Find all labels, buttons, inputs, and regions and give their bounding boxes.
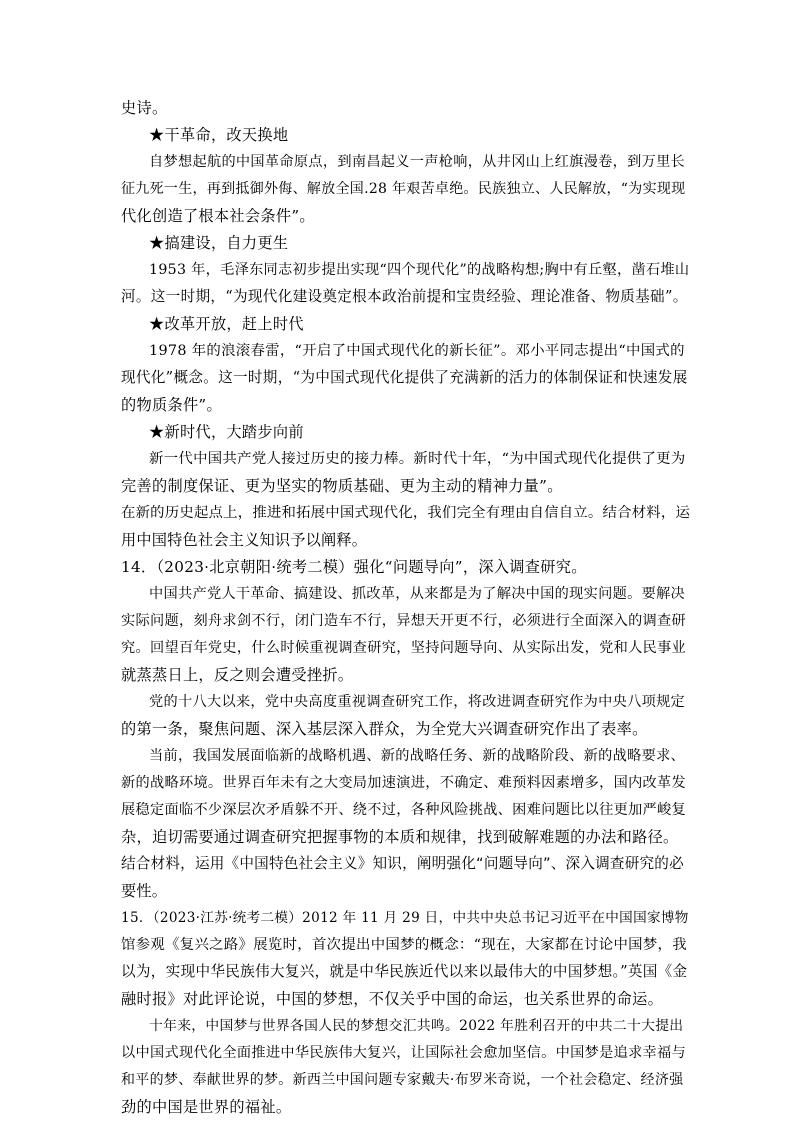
question-prompt: 要性。: [121, 882, 168, 900]
text-line: 中国共产党人干革命、搞建设、抓改革，从来都是为了解决中国的现实问题。要解决: [149, 586, 686, 602]
text-line: 究。回望百年党史，什么时候重视调查研究，坚持问题导向、从实际出发，党和人民事业: [121, 640, 687, 656]
question-15-header: 15．（2023·江苏·统考二模）2012 年 11 月 29 日，中共中央总书记习近平在中国国家博物: [121, 910, 689, 926]
text-line: 党的十八大以来，党中央高度重视调查研究工作，将改进调查研究作为中央八项规定: [149, 694, 686, 710]
text-line: 的第一条，聚焦问题、深入基层深入群众，为全党大兴调查研究作出了表率。: [121, 720, 648, 738]
text-line: 当前，我国发展面临新的战略机遇、新的战略任务、新的战略阶段、新的战略要求、: [149, 748, 686, 764]
text-line: 的物质条件”。: [121, 396, 222, 414]
text-line: 劲的中国是世界的福祉。: [121, 1098, 292, 1116]
text-line: 河。这一时期，“为现代化建设奠定根本政治前提和宝贵经验、理论准备、物质基础”。: [121, 288, 688, 305]
text-line: 十年来，中国梦与世界各国人民的梦想交汇共鸣。2022 年胜利召开的中共二十大提出: [149, 1018, 684, 1034]
question-prompt: 结合材料，运用《中国特色社会主义》知识，阐明强化“问题导向”、深入调查研究的必: [121, 855, 684, 872]
question-prompt: 在新的历史起点上，推进和拓展中国式现代化，我们完全有理由自信自立。结合材料，运: [121, 505, 691, 521]
text-line: 1978 年的浪滚春雷，“开启了中国式现代化的新长征”。邓小平同志提出“中国式的: [149, 343, 685, 359]
text-line: 史诗。: [121, 99, 168, 117]
text-line: 和平的梦、奉献世界的梦。新西兰中国问题专家戴夫·布罗米奇说，一个社会稳定、经济强: [121, 1072, 684, 1088]
text-line: 就蒸蒸日上，反之则会遭受挫折。: [121, 666, 354, 684]
text-line: 以中国式现代化全面推进中华民族伟大复兴，让国际社会愈加坚信。中国梦是追求幸福与: [121, 1045, 687, 1061]
text-line: 杂，迫切需要通过调查研究把握事物的本质和规律，找到破解难题的办法和路径。: [121, 828, 679, 846]
question-prompt: 用中国特色社会主义知识予以阐释。: [121, 531, 368, 549]
section-heading: ★改革开放，赶上时代: [149, 315, 304, 333]
section-heading: ★新时代，大踏步向前: [149, 423, 304, 441]
text-line: 征九死一生，再到抵御外侮、解放全国.28 年艰苦卓绝。民族独立、人民解放，“为实现现: [121, 181, 686, 197]
text-line: 完善的制度保证、更为坚实的物质基础、更为主动的精神力量”。: [121, 477, 563, 495]
text-line: 馆参观《复兴之路》展览时，首次提出中国梦的概念：“现在，大家都在讨论中国梦，我: [121, 937, 687, 953]
section-heading: ★搞建设，自力更生: [149, 234, 289, 252]
text-line: 新的战略环境。世界百年未有之大变局加速演进，不确定、难预料因素增多，国内改革发: [121, 775, 687, 791]
text-line: 现代化”概念。这一时期，“为中国式现代化提供了充满新的活力的体制保证和快速发展: [121, 369, 688, 386]
text-line: 展稳定面临不少深层次矛盾躲不开、绕不过，各种风险挑战、困难问题比以往更加严峻复: [121, 802, 687, 818]
text-line: 自梦想起航的中国革命原点，到南昌起义一声枪响，从井冈山上红旗漫卷，到万里长: [149, 154, 686, 170]
text-line: 以为，实现中华民族伟大复兴，就是中华民族近代以来以最伟大的中国梦想。”英国《金: [121, 963, 688, 980]
question-14-header: 14．（2023·北京朝阳·统考二模）强化“问题导向”，深入调查研究。: [121, 558, 587, 576]
text-line: 新一代中国共产党人接过历史的接力棒。新时代十年，“为中国式现代化提供了更为: [149, 451, 686, 467]
text-line: 实际问题，刻舟求剑不行，闭门造车不行，异想天开更不行，必须进行全面深入的调查研: [121, 613, 687, 629]
text-line: 融时报》对此评论说，中国的梦想，不仅关乎中国的命运，也关系世界的命运。: [121, 990, 664, 1008]
text-line: 1953 年，毛泽东同志初步提出实现“四个现代化”的战略构想;胸中有丘壑，凿石堆山: [149, 262, 690, 278]
text-line: 代化创造了根本社会条件”。: [121, 207, 315, 225]
section-heading: ★干革命，改天换地: [149, 126, 289, 144]
